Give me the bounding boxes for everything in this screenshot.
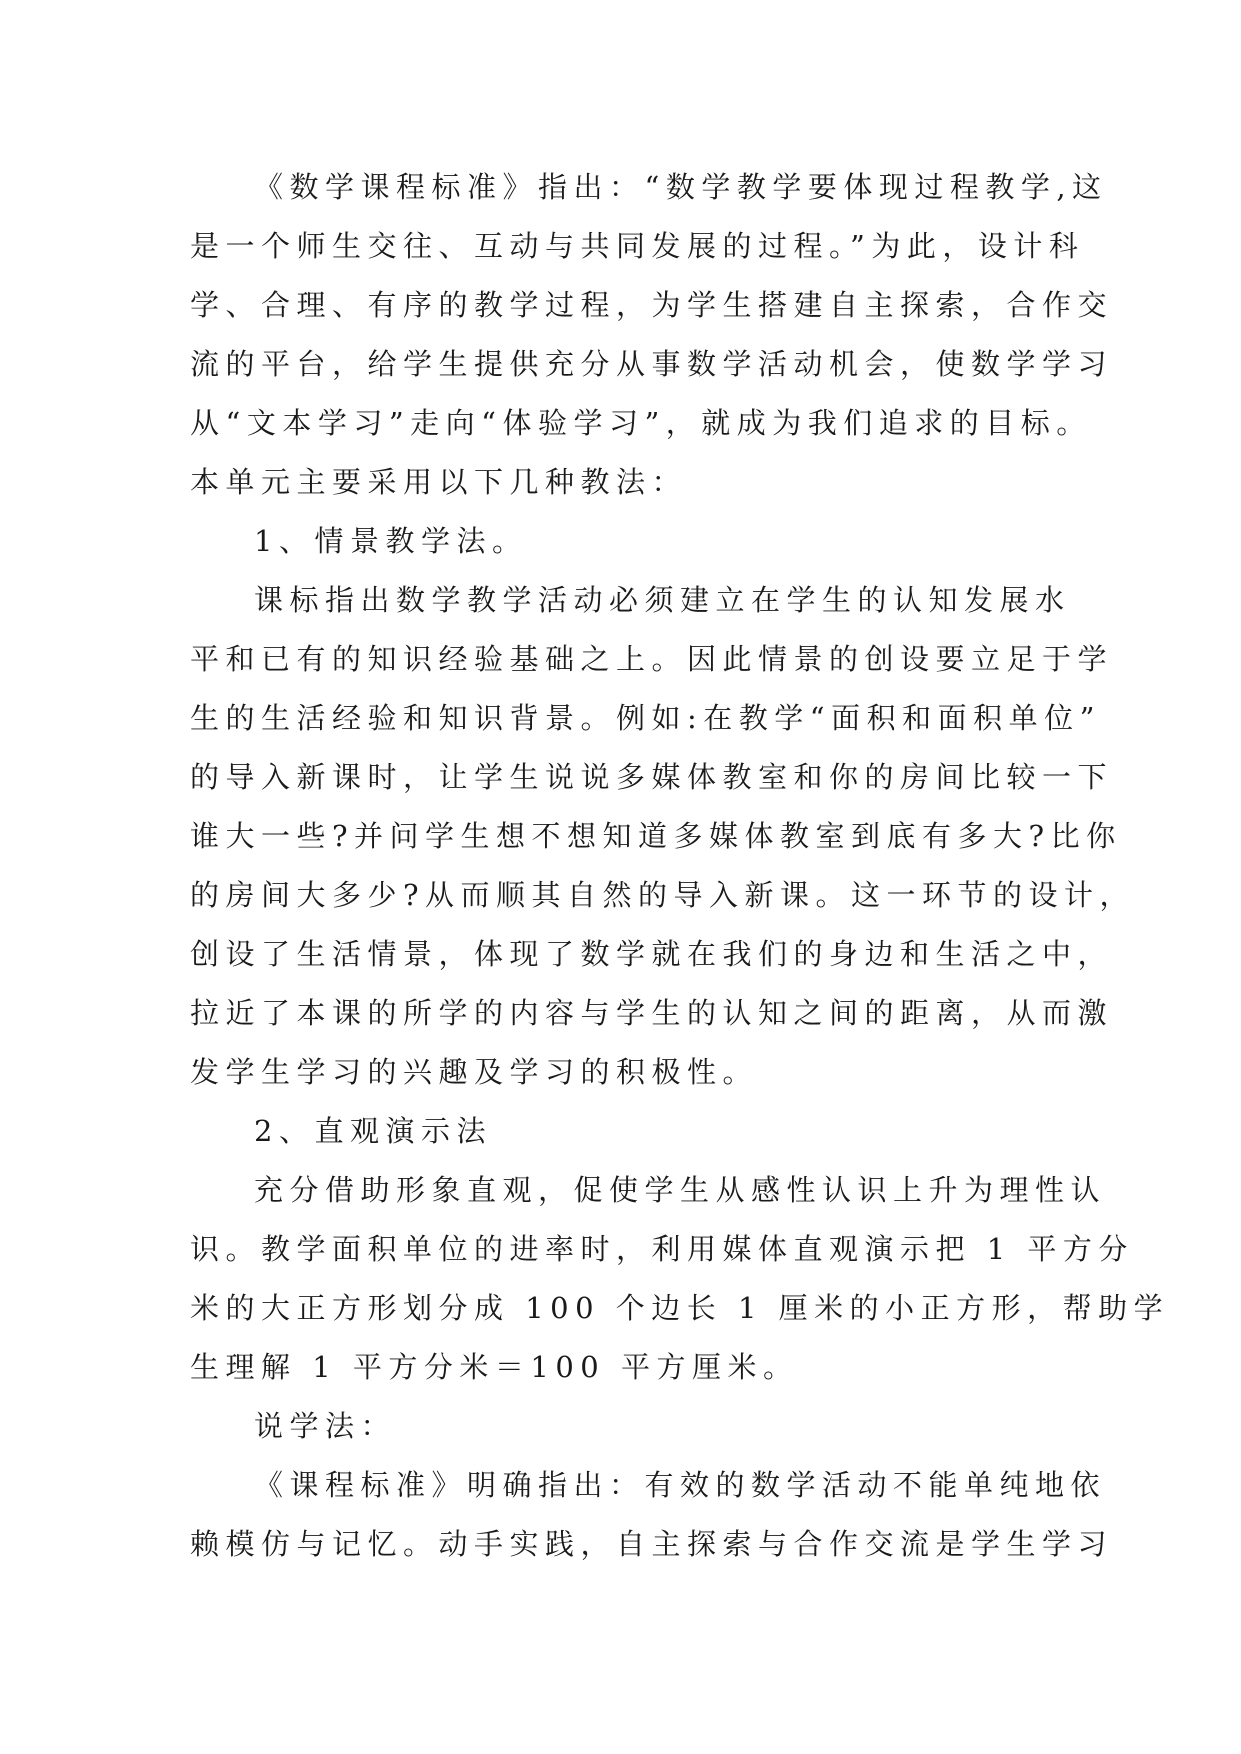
text-line: 米的大正方形划分成 100 个边长 1 厘米的小正方形，帮助学	[190, 1291, 1170, 1325]
text-line: 课标指出数学教学活动必须建立在学生的认知发展水	[254, 583, 1071, 617]
text-line: 《课程标准》明确指出：有效的数学活动不能单纯地依	[254, 1468, 1107, 1502]
text-line: 发学生学习的兴趣及学习的积极性。	[190, 1055, 759, 1089]
section-heading: 2、直观演示法	[254, 1114, 492, 1148]
text-line: 生理解 1 平方分米＝100 平方厘米。	[190, 1350, 799, 1384]
text-line: 赖模仿与记忆。动手实践，自主探索与合作交流是学生学习	[190, 1527, 1114, 1561]
text-line: 从“文本学习”走向“体验学习”，就成为我们追求的目标。	[190, 406, 1092, 440]
text-line: 充分借助形象直观，促使学生从感性认识上升为理性认	[254, 1173, 1107, 1207]
text-line: 平和已有的知识经验基础之上。因此情景的创设要立足于学	[190, 642, 1114, 676]
text-line: 创设了生活情景，体现了数学就在我们的身边和生活之中，	[190, 937, 1114, 971]
text-line: 生的生活经验和知识背景。例如:在教学“面积和面积单位”	[190, 701, 1101, 735]
section-heading: 说学法：	[254, 1409, 397, 1443]
text-line: 拉近了本课的所学的内容与学生的认知之间的距离，从而激	[190, 996, 1114, 1030]
text-line: 谁大一些?并问学生想不想知道多媒体教室到底有多大?比你	[190, 819, 1122, 853]
text-line: 的导入新课时，让学生说说多媒体教室和你的房间比较一下	[190, 760, 1114, 794]
text-line: 学、合理、有序的教学过程，为学生搭建自主探索，合作交	[190, 288, 1114, 322]
text-line: 流的平台，给学生提供充分从事数学活动机会，使数学学习	[190, 347, 1114, 381]
text-line: 本单元主要采用以下几种教法：	[190, 465, 688, 499]
text-line: 是一个师生交往、互动与共同发展的过程。”为此，设计科	[190, 229, 1085, 263]
text-line: 识。教学面积单位的进率时，利用媒体直观演示把 1 平方分	[190, 1232, 1134, 1266]
section-heading: 1、情景教学法。	[254, 524, 528, 558]
document-body	[190, 158, 1170, 1574]
text-line: 《数学课程标准》指出：“数学教学要体现过程教学,这	[254, 170, 1108, 204]
text-line: 的房间大多少?从而顺其自然的导入新课。这一环节的设计，	[190, 878, 1136, 912]
